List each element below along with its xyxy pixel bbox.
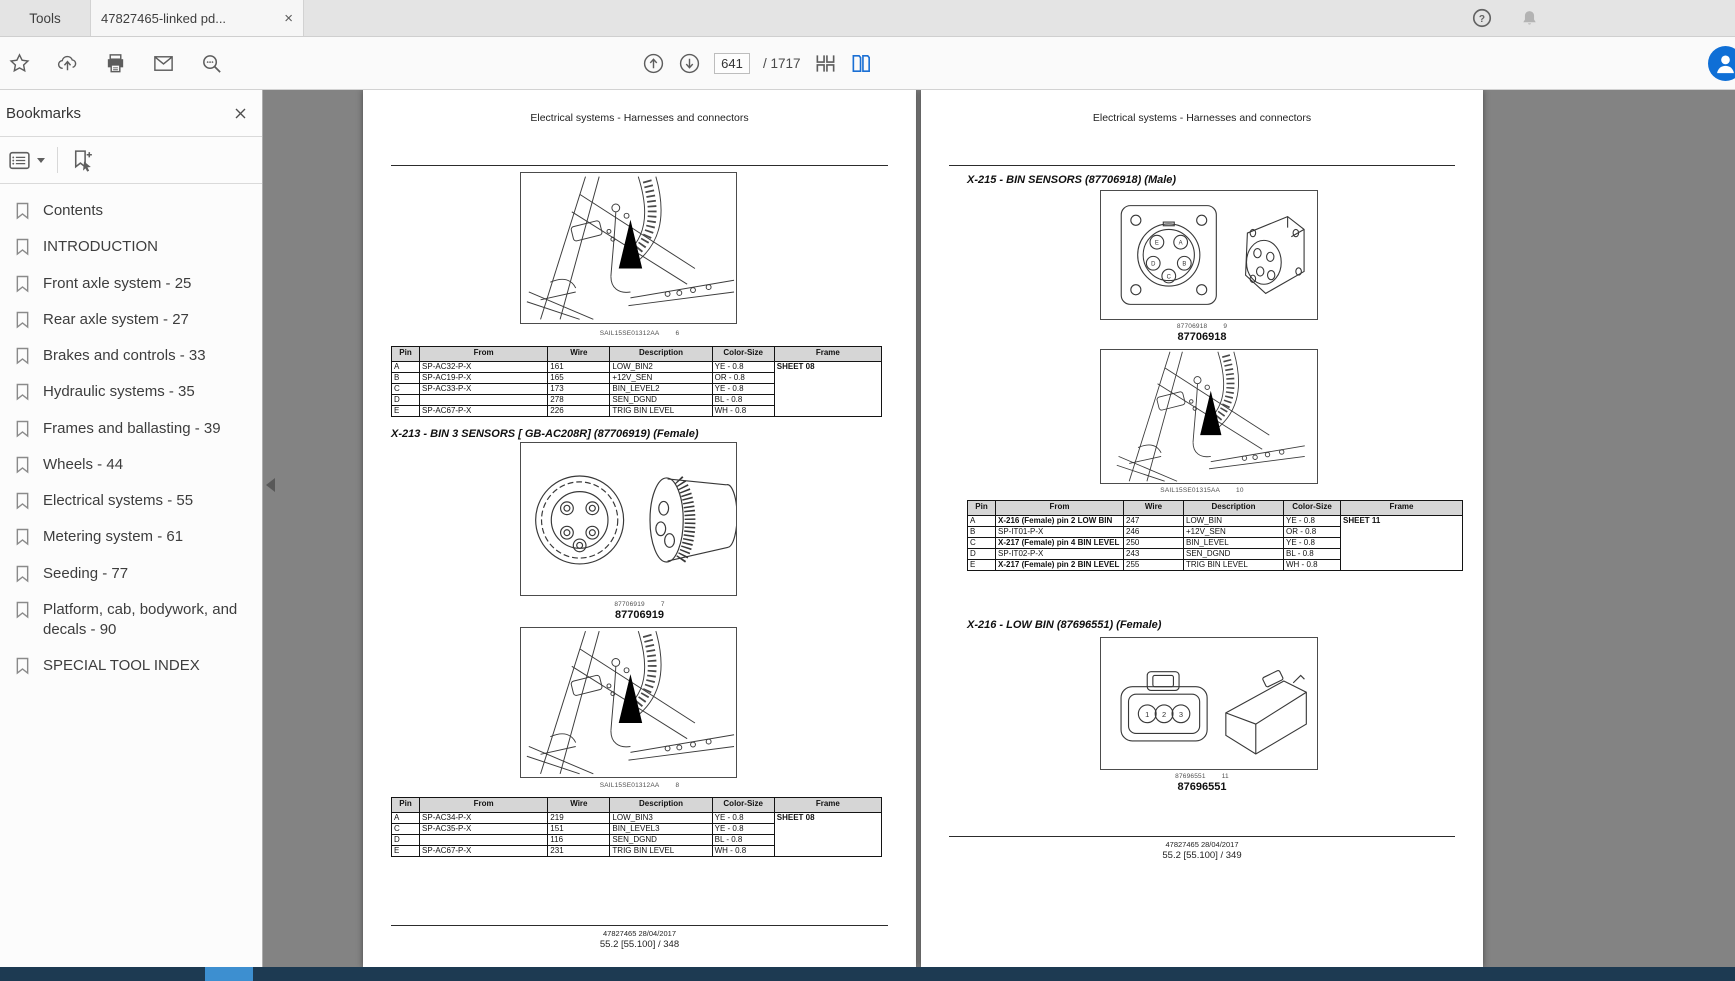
footer-page-number: 55.2 [55.100] / 348 [599,939,680,950]
bookmark-flag-icon [15,601,30,619]
frame-cell: SHEET 08 [774,813,881,857]
table-row: C X-217 (Female) pin 4 BIN LEVEL 250 BIN_LEVEL YE - 0.8 [968,538,1463,549]
cloud-upload-icon[interactable] [56,52,79,75]
bookmark-item-platform-cab[interactable]: Platform, cab, bodywork, and decals - 90 [0,592,262,649]
star-favorites-icon[interactable] [8,52,31,75]
header-rule [391,165,888,166]
bookmark-flag-icon [15,657,30,675]
chevron-down-icon[interactable] [37,158,45,163]
column-header: Wire [548,347,610,362]
header-rule [949,165,1455,166]
add-bookmark-icon[interactable] [70,148,95,173]
notifications-bell-icon[interactable] [1519,8,1540,29]
column-header: Description [1184,501,1284,516]
bookmarks-panel [0,90,263,967]
table-row: E SP-AC67-P-X 226 TRIG BIN LEVEL WH - 0.8 [392,406,882,417]
help-icon[interactable] [1471,7,1493,29]
figure-caption: 87706918 9 [1176,323,1228,330]
page-header: Electrical systems - Harnesses and connectors [530,112,749,124]
two-page-view-icon[interactable] [850,52,873,75]
bookmark-flag-icon [15,202,30,220]
bookmarks-panel-title: Bookmarks [6,104,82,122]
bookmark-item-hydraulic[interactable]: Hydraulic systems - 35 [0,374,262,410]
footer-page-number: 55.2 [55.100] / 349 [1162,850,1242,861]
pin-table-x215 [967,500,1463,571]
footer-rule [949,836,1455,837]
bookmark-item-introduction[interactable]: INTRODUCTION [0,229,262,265]
column-header: Pin [392,798,420,813]
bookmark-flag-icon [15,311,30,329]
figure-connector-x215 [1100,190,1318,320]
bookmark-flag-icon [15,528,30,546]
bookmarks-close-icon[interactable] [233,106,248,121]
bookmark-item-wheels[interactable]: Wheels - 44 [0,447,262,483]
column-header: Frame [774,347,881,362]
tab-bar [0,0,1735,37]
tab-close-icon[interactable]: × [284,9,293,27]
figure-harness-location-8 [520,627,737,778]
column-header: Color-Size [712,798,774,813]
taskbar-active-app[interactable] [205,967,253,981]
bookmark-item-special-tool-index[interactable]: SPECIAL TOOL INDEX [0,648,262,684]
column-header: Pin [392,347,420,362]
taskbar [0,967,1735,981]
tab-document-label: 47827465-linked pd... [101,10,227,26]
section-heading-x216: X-216 - LOW BIN (87696551) (Female) [967,619,1162,631]
column-header: Description [610,798,712,813]
bookmark-flag-icon [15,565,30,583]
toolbar [0,37,1735,90]
section-heading-x213: X-213 - BIN 3 SENSORS [ GB-AC208R] (87706919) (Female) [391,428,699,440]
bookmark-flag-icon [15,456,30,474]
previous-page-icon[interactable] [642,52,665,75]
page-header: Electrical systems - Harnesses and connectors [1092,112,1312,124]
footer-doc-number: 47827465 28/04/2017 [603,929,676,938]
table-row: C SP-AC35-P-X 151 BIN_LEVEL3 YE - 0.8 [392,824,882,835]
bookmark-flag-icon [15,492,30,510]
part-number-label: 87706919 [615,609,664,621]
pin-label: 3 [1178,710,1184,720]
pin-label: 2 [1162,710,1167,720]
pin-label: C [1166,274,1171,281]
panel-collapse-arrow-icon[interactable] [266,478,275,492]
svg-text:?: ? [1478,13,1486,25]
table-row: A X-216 (Female) pin 2 LOW BIN 247 LOW_BIN YE - 0.8 SHEET 11 [968,516,1463,527]
pin-label: E [1154,240,1159,247]
pdf-page-left [363,90,916,967]
frame-cell: SHEET 08 [774,362,881,417]
column-header: Color-Size [1284,501,1341,516]
person-icon [1711,49,1735,78]
part-number-label: 87696551 [1177,781,1227,793]
frame-cell: SHEET 11 [1341,516,1463,571]
column-header: Wire [1124,501,1184,516]
document-area [263,90,1735,967]
bookmark-item-front-axle[interactable]: Front axle system - 25 [0,266,262,302]
tab-tools[interactable] [0,0,90,36]
bookmarks-list [0,184,262,685]
figure-harness-location-6 [520,172,737,324]
bookmark-item-seeding[interactable]: Seeding - 77 [0,556,262,592]
table-row: D 116 SEN_DGND BL - 0.8 [392,835,882,846]
part-number-label: 87706918 [1177,331,1227,343]
pin-label: B [1182,261,1187,268]
table-row: D 278 SEN_DGND BL - 0.8 [392,395,882,406]
bookmark-item-rear-axle[interactable]: Rear axle system - 27 [0,302,262,338]
column-header: Frame [774,798,881,813]
print-icon[interactable] [104,52,127,75]
column-header: Wire [548,798,610,813]
bookmark-item-brakes[interactable]: Brakes and controls - 33 [0,338,262,374]
email-icon[interactable] [152,52,175,75]
figure-caption: 87696551 11 [1175,773,1229,780]
page-number-input[interactable] [714,53,750,74]
column-header: Description [610,347,712,362]
table-row: D SP-IT02-P-X 243 SEN_DGND BL - 0.8 [968,549,1463,560]
toolbar-separator [57,147,58,173]
page-count-label: / 1717 [763,55,801,71]
pin-table-2 [391,797,882,857]
pdf-page-right [921,90,1483,967]
footer-rule [391,925,888,926]
figure-harness-location-10 [1100,349,1318,484]
section-heading-x215: X-215 - BIN SENSORS (87706918) (Male) [967,174,1177,186]
bookmark-item-frames[interactable]: Frames and ballasting - 39 [0,411,262,447]
pin-label: A [1178,240,1183,247]
pin-label: D [1151,261,1156,268]
bookmark-item-metering[interactable]: Metering system - 61 [0,519,262,555]
search-zoom-icon[interactable] [200,52,223,75]
column-header: Pin [968,501,996,516]
bookmark-options-icon[interactable] [7,148,32,173]
table-row: B SP-IT01-P-X 246 +12V_SEN OR - 0.8 [968,527,1463,538]
table-row: E X-217 (Female) pin 2 BIN LEVEL 255 TRIG BIN LEVEL WH - 0.8 [968,560,1463,571]
bookmark-item-contents[interactable]: Contents [0,193,262,229]
column-header: From [420,798,548,813]
figure-caption: SAIL15SE01312AA 6 [599,330,680,337]
account-button[interactable] [1708,46,1735,81]
bookmark-flag-icon [15,420,30,438]
table-row: A SP-AC32-P-X 161 LOW_BIN2 YE - 0.8 SHEET 08 [392,362,882,373]
table-row: B SP-AC19-P-X 165 +12V_SEN OR - 0.8 [392,373,882,384]
bookmark-item-electrical[interactable]: Electrical systems - 55 [0,483,262,519]
bookmark-flag-icon [15,383,30,401]
column-header: Frame [1341,501,1463,516]
next-page-icon[interactable] [678,52,701,75]
column-header: From [996,501,1124,516]
column-header: Color-Size [712,347,774,362]
bookmark-flag-icon [15,275,30,293]
figure-caption: SAIL15SE01312AA 8 [599,782,680,789]
footer-doc-number: 47827465 28/04/2017 [1165,840,1239,849]
page-view-icon[interactable] [814,52,837,75]
bookmark-flag-icon [15,347,30,365]
figure-caption: SAIL15SE01315AA 10 [1160,487,1244,494]
figure-caption: 87706919 7 [614,601,665,608]
table-row: E SP-AC67-P-X 231 TRIG BIN LEVEL WH - 0.8 [392,846,882,857]
table-row: C SP-AC33-P-X 173 BIN_LEVEL2 YE - 0.8 [392,384,882,395]
tab-tools-label: Tools [29,10,61,26]
pin-table-1 [391,346,882,417]
figure-connector-x216 [1100,637,1318,770]
bookmark-flag-icon [15,238,30,256]
table-row: A SP-AC34-P-X 219 LOW_BIN3 YE - 0.8 SHEET 08 [392,813,882,824]
column-header: From [420,347,548,362]
pin-label: 1 [1145,710,1150,720]
tab-document[interactable] [90,0,304,36]
figure-connector-x213 [520,442,737,596]
